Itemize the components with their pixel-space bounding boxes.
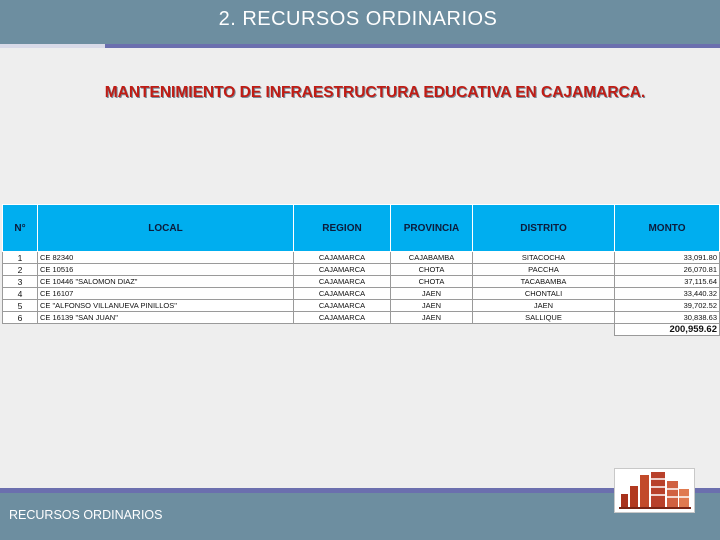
row-provincia: CAJABAMBA: [391, 252, 473, 264]
row-number: 4: [3, 288, 38, 300]
row-monto: 33,091.80: [615, 252, 720, 264]
column-header-provincia: PROVINCIA: [391, 205, 473, 252]
total-spacer: [3, 324, 615, 336]
column-header-region: REGION: [294, 205, 391, 252]
row-distrito: JAEN: [473, 300, 615, 312]
row-local: CE 10516: [38, 264, 294, 276]
bar-chart-logo-graphic: [615, 469, 694, 512]
row-local: CE 82340: [38, 252, 294, 264]
row-local: CE 10446 "SALOMON DIAZ": [38, 276, 294, 288]
row-local: CE 16139 "SAN JUAN": [38, 312, 294, 324]
row-local: CE "ALFONSO VILLANUEVA PINILLOS": [38, 300, 294, 312]
table-header-row: [3, 205, 720, 252]
column-header-distrito: DISTRITO: [473, 205, 615, 252]
slide-header: [0, 0, 720, 44]
row-provincia: CHOTA: [391, 264, 473, 276]
row-region: CAJAMARCA: [294, 300, 391, 312]
table-row: [3, 276, 720, 288]
row-number: 2: [3, 264, 38, 276]
row-number: 6: [3, 312, 38, 324]
row-region: CAJAMARCA: [294, 276, 391, 288]
row-region: CAJAMARCA: [294, 312, 391, 324]
row-provincia: CHOTA: [391, 276, 473, 288]
row-distrito: SITACOCHA: [473, 252, 615, 264]
column-header-number: N°: [3, 205, 38, 252]
row-distrito: PACCHA: [473, 264, 615, 276]
table-heading: MANTENIMIENTO DE INFRAESTRUCTURA EDUCATIVA EN CAJAMARCA.: [104, 84, 646, 101]
column-header-local: LOCAL: [38, 205, 294, 252]
row-monto: 37,115.64: [615, 276, 720, 288]
row-distrito: CHONTALI: [473, 288, 615, 300]
row-region: CAJAMARCA: [294, 252, 391, 264]
row-local: CE 16107: [38, 288, 294, 300]
row-monto: 33,440.32: [615, 288, 720, 300]
bar-chart-logo-icon: [614, 468, 695, 513]
table-row: [3, 252, 720, 264]
table-row: [3, 264, 720, 276]
header-rule: [0, 44, 720, 48]
works-table-container: [2, 204, 719, 336]
slide-title: 2. RECURSOS ORDINARIOS: [218, 8, 498, 30]
row-monto: 39,702.52: [615, 300, 720, 312]
row-distrito: TACABAMBA: [473, 276, 615, 288]
row-provincia: JAEN: [391, 288, 473, 300]
row-provincia: JAEN: [391, 312, 473, 324]
row-region: CAJAMARCA: [294, 288, 391, 300]
header-rule-highlight: [0, 44, 105, 48]
row-region: CAJAMARCA: [294, 264, 391, 276]
row-distrito: SALLIQUE: [473, 312, 615, 324]
table-row: [3, 312, 720, 324]
total-row: [3, 324, 720, 336]
table-row: [3, 300, 720, 312]
row-monto: 30,838.63: [615, 312, 720, 324]
column-header-monto: MONTO: [615, 205, 720, 252]
row-number: 3: [3, 276, 38, 288]
row-monto: 26,070.81: [615, 264, 720, 276]
table-row: [3, 288, 720, 300]
row-number: 1: [3, 252, 38, 264]
works-table: [2, 204, 720, 336]
row-provincia: JAEN: [391, 300, 473, 312]
total-monto: 200,959.62: [615, 324, 720, 336]
row-number: 5: [3, 300, 38, 312]
footer-label: RECURSOS ORDINARIOS: [9, 508, 163, 522]
